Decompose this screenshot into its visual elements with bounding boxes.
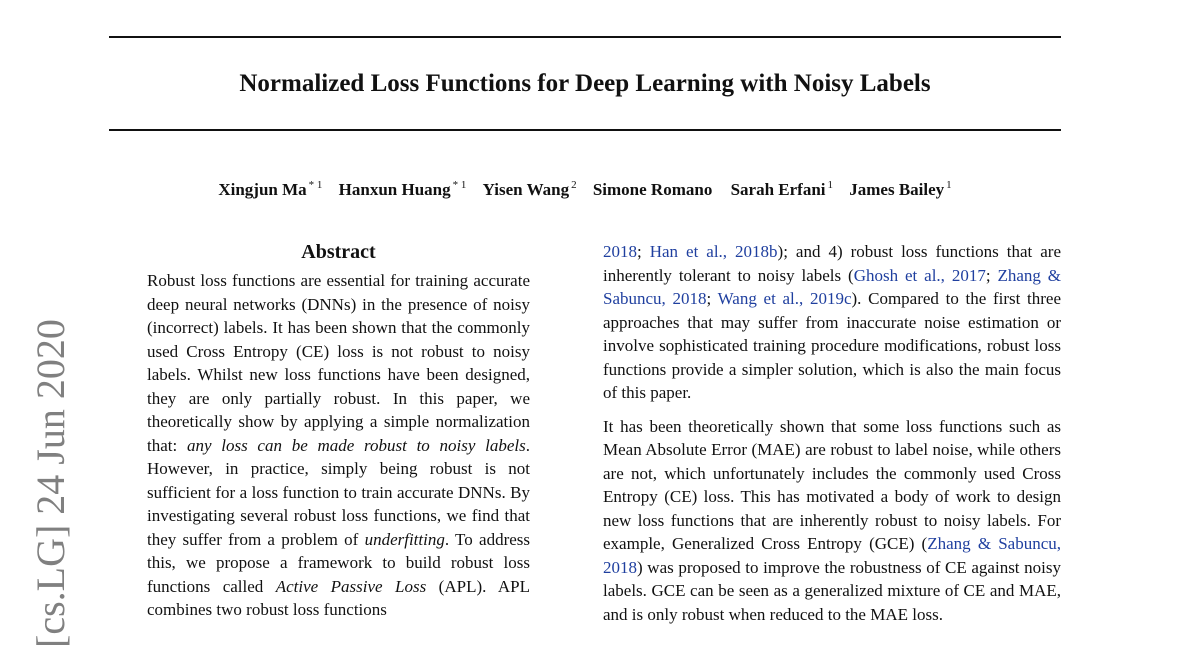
abstract-emphasis: Active Passive Loss <box>275 576 427 596</box>
author-name: Simone Romano <box>592 179 713 199</box>
author-name: James Bailey <box>849 179 945 199</box>
abstract-segment: . However, in practice, simply being robust is not sufficient for a loss function to train accurate DNNs. By investigating several robust loss functions, we find that they suffer from a problem of <box>147 435 531 549</box>
abstract-emphasis: any loss can be made robust to noisy labels <box>186 435 526 455</box>
author-affiliation: * 1 <box>452 179 467 191</box>
text-segment: ; <box>706 289 718 308</box>
intro-paragraph <box>603 240 1061 405</box>
text-segment: ; <box>985 265 998 285</box>
author-affiliation: 1 <box>827 179 834 191</box>
abstract-emphasis: underfitting <box>364 529 445 549</box>
author <box>593 180 714 199</box>
title-rule-bottom <box>109 129 1061 131</box>
title-rule-top <box>109 36 1061 38</box>
intro-column <box>603 240 1061 626</box>
text-segment: ; <box>637 242 650 261</box>
arxiv-stamp: [cs.LG] 24 Jun 2020 <box>28 319 73 648</box>
author <box>339 180 467 199</box>
author <box>218 180 322 199</box>
abstract-column <box>147 240 530 622</box>
author-name: Xingjun Ma <box>218 179 307 199</box>
author-name: Sarah Erfani <box>730 179 826 199</box>
author-name: Yisen Wang <box>482 179 570 199</box>
text-segment: ) was proposed to improve the robustness of CE against noisy labels. GCE can be seen as a generalized mixture of CE and MAE, and is only robust when reduced to the MAE loss. <box>603 557 1061 624</box>
author-affiliation: * 1 <box>308 179 323 191</box>
author-affiliation: 2 <box>571 179 577 191</box>
abstract-segment: . To address this, we propose a framework to build robust loss functions called <box>147 529 531 596</box>
author-list <box>0 174 1170 201</box>
citation-link[interactable]: Zhang & Sabuncu, 2018 <box>603 534 1061 577</box>
paper-title: Normalized Loss Functions for Deep Learning with Noisy Labels <box>239 70 931 97</box>
author-name: Hanxun Huang <box>338 179 451 199</box>
citation-link[interactable]: 2018 <box>603 242 637 261</box>
citation-link[interactable]: Wang et al., 2019c <box>717 289 852 308</box>
abstract-text <box>147 269 530 622</box>
abstract-segment: (APL). APL combines two robust loss functions <box>147 576 530 619</box>
text-segment: ). Compared to the first three approaches that may suffer from inaccurate noise estimation or involve sophisticated training procedure modifications, robust loss functions provide a simpler solution, which is also the main focus of this paper. <box>603 289 1062 402</box>
citation-link[interactable]: Ghosh et al., 2017 <box>853 265 986 285</box>
intro-paragraph <box>603 415 1061 627</box>
author <box>483 180 577 199</box>
abstract-segment: Robust loss functions are essential for training accurate deep neural networks (DNNs) in the presence of noisy (incorrect) labels. It has been shown that the commonly used Cross Entropy (CE) loss is not robust to noisy labels. Whilst new loss functions have been designed, they are only partially robust. In this paper, we theoretically show by applying a simple normalization that: <box>147 271 530 455</box>
text-segment: It has been theoretically shown that some loss functions such as Mean Absolute Error (MAE) are robust to label noise, while others are not, which unfortunately includes the commonly used Cross Entropy (CE) loss. This has motivated a body of work to design new loss functions that are inherently robust to noisy labels. For example, Generalized Cross Entropy (GCE) ( <box>603 416 1061 553</box>
author <box>731 180 833 199</box>
abstract-heading: Abstract <box>301 241 376 263</box>
text-segment: ); and 4) robust loss functions that are inherently tolerant to noisy labels ( <box>603 242 1062 285</box>
citation-link[interactable]: Han et al., 2018b <box>649 242 778 261</box>
citation-link[interactable]: Zhang & Sabuncu, 2018 <box>603 265 1062 308</box>
author <box>849 180 951 199</box>
author-affiliation: 1 <box>946 179 952 191</box>
